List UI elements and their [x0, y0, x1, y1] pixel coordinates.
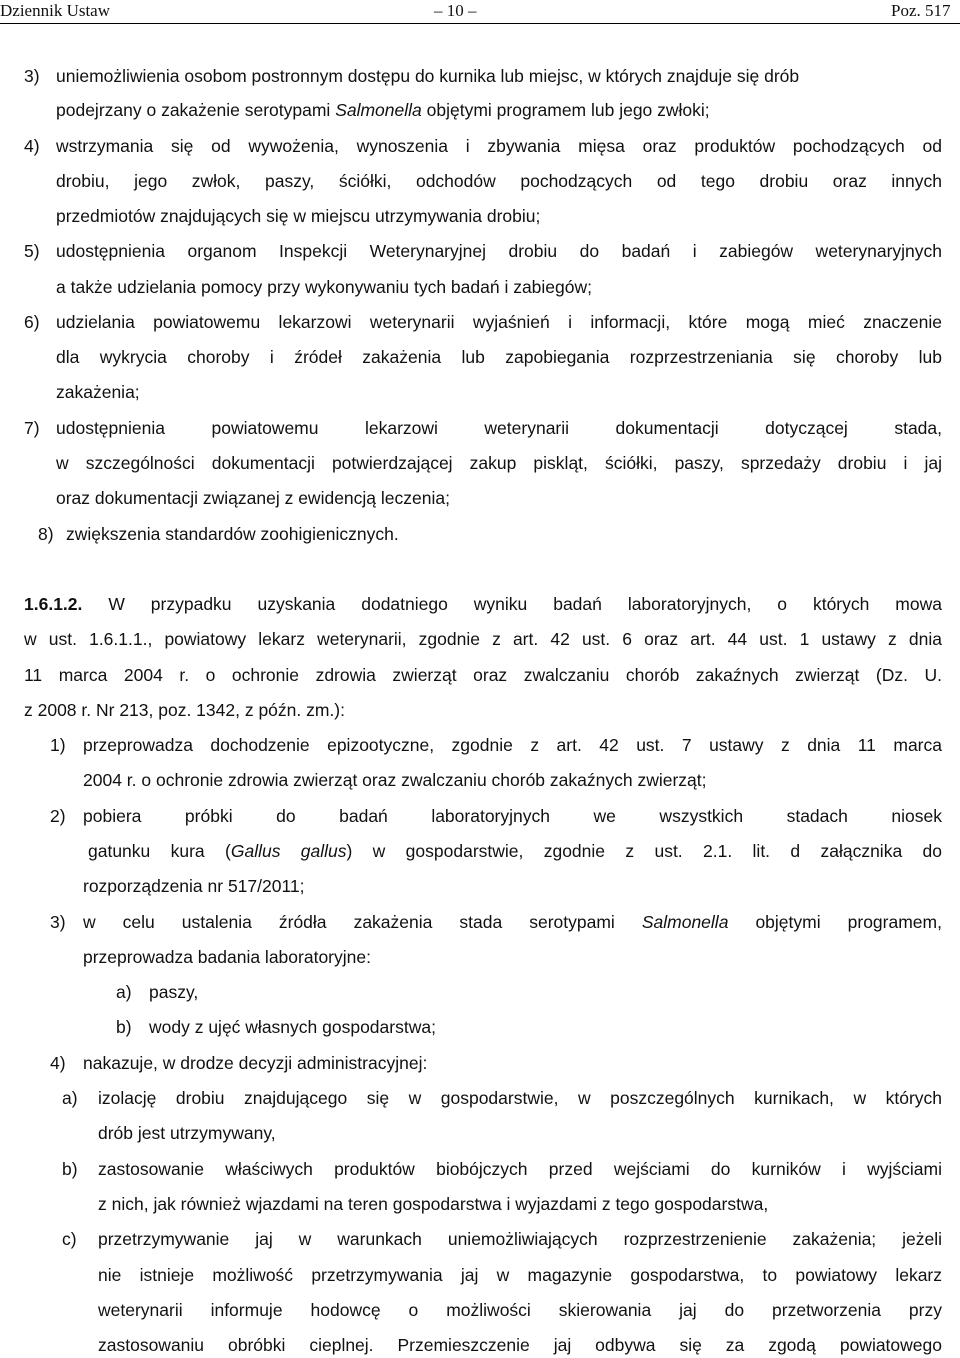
list-number: 6) [24, 312, 40, 332]
text-line: drób jest utrzymywany, [98, 1123, 276, 1143]
text-line: zastosowanie właściwych produktów biobójczych przed wejściami do kurników i wyjściami [98, 1159, 942, 1179]
list-number: 4) [24, 136, 40, 156]
text-line: uniemożliwienia osobom postronnym dostępu do kurnika lub miejsc, w których znajduje się drób [56, 66, 800, 86]
text-line: udzielania powiatowemu lekarzowi weterynarii wyjaśnień i informacji, które mogą mieć znaczenie [56, 312, 942, 332]
text-line: zwiększenia standardów zoohigienicznych. [66, 524, 399, 544]
list-number: 8) [38, 524, 54, 544]
text-line: w ust. 1.6.1.1., powiatowy lekarz weterynarii, zgodnie z art. 42 ust. 6 oraz art. 44 ust. 1 ustawy z dnia [24, 629, 942, 649]
text-line: w szczególności dokumentacji potwierdzającej zakup piskląt, ściółki, paszy, sprzedaży drobiu i jaj [56, 453, 942, 473]
text-line: pobiera próbki do badań laboratoryjnych we wszystkich stadach niosek [83, 806, 942, 826]
text-line: z nich, jak również wjazdami na teren gospodarstwa i wyjazdami z tego gospodarstwa, [98, 1194, 769, 1214]
text-line: paszy, [149, 982, 199, 1002]
text-line: dla wykrycia choroby i źródeł zakażenia lub zapobiegania rozprzestrzeniania się choroby lub [56, 347, 942, 367]
text-line: z 2008 r. Nr 213, poz. 1342, z późn. zm.): [24, 700, 345, 720]
text-line: w celu ustalenia źródła zakażenia stada serotypami Salmonella objętymi programem, [83, 912, 942, 932]
text-line: przetrzymywanie jaj w warunkach uniemożliwiających rozprzestrzenienie zakażenia; jeżeli [98, 1229, 942, 1249]
text-line: izolację drobiu znajdującego się w gospodarstwie, w poszczególnych kurnikach, w których [98, 1088, 942, 1108]
text-line: przeprowadza dochodzenie epizootyczne, zgodnie z art. 42 ust. 7 ustawy z dnia 11 marca [83, 735, 942, 755]
text-line: 11 marca 2004 r. o ochronie zdrowia zwierząt oraz zwalczaniu chorób zakaźnych zwierząt (Dz. U. [24, 665, 942, 685]
list-number: 2) [50, 806, 66, 826]
list-number: 4) [50, 1053, 66, 1073]
sub-letter: a) [116, 982, 132, 1002]
list-letter: c) [62, 1229, 77, 1249]
text-line: nakazuje, w drodze decyzji administracyjnej: [83, 1053, 428, 1073]
text-line: zakażenia; [56, 382, 140, 402]
sub-letter: b) [116, 1017, 132, 1037]
text-line: zastosowaniu obróbki cieplnej. Przemieszczenie jaj odbywa się za zgodą powiatowego [98, 1335, 942, 1355]
text-line: drobiu, jego zwłok, paszy, ściółki, odchodów pochodzących od tego drobiu oraz innych [56, 171, 942, 191]
text-line: wody z ujęć własnych gospodarstwa; [149, 1017, 436, 1037]
list-number: 1) [50, 735, 66, 755]
text-line: gatunku kura (Gallus gallus) w gospodarstwie, zgodnie z ust. 2.1. lit. d załącznika do [88, 841, 942, 861]
text-line: przeprowadza badania laboratoryjne: [83, 947, 371, 967]
section-number: 1.6.1.2. [24, 594, 83, 614]
list-letter: a) [62, 1088, 78, 1108]
list-number: 7) [24, 418, 40, 438]
text-line: 2004 r. o ochronie zdrowia zwierząt oraz zwalczaniu chorób zakaźnych zwierząt; [83, 770, 707, 790]
page-number: – 10 – [434, 1, 477, 20]
text-line: udostępnienia powiatowemu lekarzowi weterynarii dokumentacji dotyczącej stada, [56, 418, 942, 438]
text-line: wstrzymania się od wywożenia, wynoszenia i zbywania mięsa oraz produktów pochodzących od [56, 136, 942, 156]
text-line: przedmiotów znajdujących się w miejscu utrzymywania drobiu; [56, 206, 541, 226]
position-number: Poz. 517 [891, 1, 951, 20]
text-line: nie istnieje możliwość przetrzymywania jaj w magazynie gospodarstwa, to powiatowy lekarz [98, 1265, 942, 1285]
text-line: rozporządzenia nr 517/2011; [83, 876, 305, 896]
text-line: oraz dokumentacji związanej z ewidencją leczenia; [56, 488, 450, 508]
list-number: 3) [24, 66, 40, 86]
section-first-line: 1.6.1.2. W przypadku uzyskania dodatniego wyniku badań laboratoryjnych, o których mowa [24, 594, 942, 614]
text-line: a także udzielania pomocy przy wykonywaniu tych badań i zabiegów; [56, 277, 592, 297]
page-header [0, 0, 960, 22]
header-rule [0, 23, 960, 24]
text-line: weterynarii informuje hodowcę o możliwości skierowania jaj do przetworzenia przy [98, 1300, 942, 1320]
journal-name: Dziennik Ustaw [0, 1, 111, 20]
text-line: podejrzany o zakażenie serotypami Salmonella objętymi programem lub jego zwłoki; [56, 100, 710, 120]
list-number: 3) [50, 912, 66, 932]
text-line: udostępnienia organom Inspekcji Weterynaryjnej drobiu do badań i zabiegów weterynaryjnych [56, 241, 942, 261]
list-number: 5) [24, 241, 40, 261]
list-letter: b) [62, 1159, 78, 1179]
